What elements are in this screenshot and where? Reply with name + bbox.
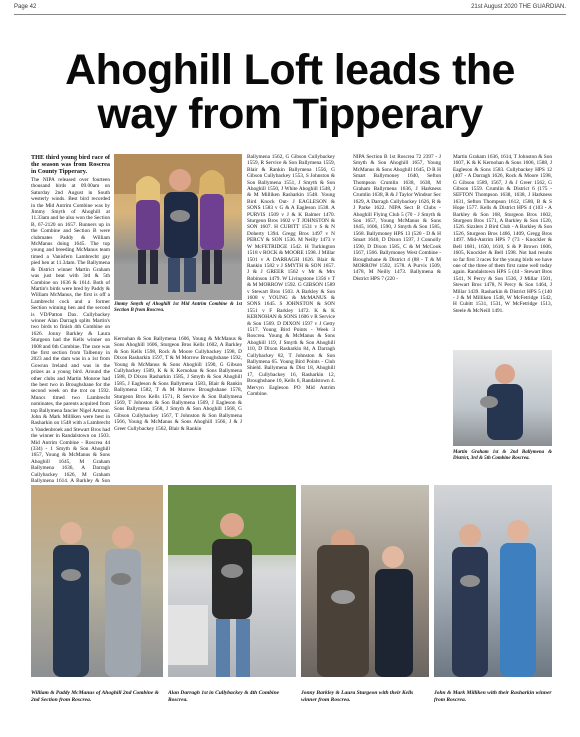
photo-milliken (434, 485, 552, 677)
photo-captions (31, 690, 552, 730)
article-body (31, 154, 552, 485)
publication-date: 21st August 2020 THE GUARDIAN. (471, 4, 566, 10)
side-photo-figure (453, 350, 552, 446)
photo-barkley-sturgeon (301, 485, 429, 677)
page-number: Page 42 (14, 4, 37, 10)
caption-barkley-sturgeon: Jonny Barkley & Laura Sturgeon with their Kells winner from Roscrea. (301, 690, 414, 703)
photo-darragh-figure (168, 485, 296, 677)
headline-line-1: Ahoghill Loft leads the (65, 46, 515, 94)
caption-milliken: John & Mark Milliken with their Rasharkin winner from Roscrea. (434, 690, 552, 703)
column-2 (114, 154, 242, 482)
column-1 (31, 154, 110, 485)
column-4-text: NIPA Section B 1st Roscrea 72 2397 - J Smyth & Son Ahoghill 1657, Young McManus & Sons Ahoghill 1645, D R H Smart Ballymoney 1640, Sefton Thompson Crumlin 1638, 1638, M Graham Ballymena 1636, J Harkness Crumlin 1638, R & J Taylor Windsor Sec 1629, A Darragh Cullybackey 1626, R & J Parke 1622. NIPA Sect B Clubs - Ahoghill Flying Club 5 (70 - J Smyth & Son 1657, Young McManus & Sons 1645, 1606, 1590, J Smyth & Son 1585, 1568. Ballymoney HPS 13 (520 - D & H Smart 1640, D Dixon 1597, J Connolly 1590, D Dixon 1585, C & M McCook 1567, 1566. Ballymoney West Combine - Broughshane & District 4 (88 - T & M MORROW 1592, 1578. A Purvis 1509, 1478, M Neilly 1473. Ballymena & District HPS 7 (220 - (353, 154, 441, 282)
column-4 (353, 154, 441, 482)
headline-line-2: way from Tipperary (97, 90, 483, 138)
photo-row (31, 485, 552, 685)
column-5 (453, 154, 552, 482)
article-lead: THE third young bird race of the season was from Roscrea in County Tipperary. (31, 154, 110, 175)
caption-mcmanus: William & Paddy McManus of Ahoghill 2nd Combine & 2nd Section from Roscrea. (31, 690, 159, 703)
column-5-text: Martin Graham 1636, 1614, T Johnston & Son 1607, K & K Kernohan & Sons 1606, 1588, J Eagleson & Sons 1583. Cullybackey HPS 12 (407 - A Darragh 1626, Rock & Moore 1598, G Gibson 1589, 1567, J & J Greer 1562, G Gibson 1559. Crumlin & District 6 (175 - SEFTON Thompson 1638, 1638, J Harkness 1631, Sefton Thompson 1612, 1580, B & S Hope 1577. Kells & District HPS 4 (103 - A Barkley & Son 168, Sturgeon Bros 1602, Sturgeon Bros 1571, A Barkley & Son 1520, 1526. Sizzlers 2 Bird Club - A Barkley & Son 1526, Sturgeon Bros 1466, 1409, Gregg Bros 1497. Mid-Antrim HPS 7 (73 - Knockler & Bell 1681, 1630, 1610, S & P Brown 1606, 1605, Knockler & Bell 1598. Not bad results so far first 3 races for the young birds we have one of the three of them first came well today again. Randalstown HPS 5 (44 - Stewart Bros 1541, N Percy & Son 1536, J Millar 1501, Stewart Bros 1478, N Percy & Son 1464, J Millar 1439. Rasharkin & District HPS 5 (140 - J & M Milliken 1548, W McFetridge 1542, H Cubitt 1531, 1531, W McFetridge 1513, Steele & McNeill 1491. (453, 154, 552, 314)
photo-barkley-figure (301, 485, 429, 677)
header-rule (14, 14, 566, 15)
column-1-text: The NIPA released over fourteen thousand birds at 09.00am on Saturday 2nd August in South westerly winds. Best bird recorded in the Mid Antrim Combine was by Jimmy Smyth of Ahoghill at 11.33am and he also won the Section B, 67-2120 on 1657. Runners up in the Combine and Section B were clubmates Paddy & William McManus doing 1645. The top young and breeding McManus team timed a Vanisfern Lambrecht gay pied hen at 11.34am. The Ballymena & District winner Martin Graham was just beat with 3rd & 5th Combine on 1636 & 1614. Both of Martin's birds were bred by Paddy & William McManus, the first is off a Lambrecht cock and a former Section winning hen and the second is VD/Patton Dax. Cullybackey winner Alan Darragh splits Martin's two birds to finish 4th Combine on 1626. Jonny Barkley & Laura Sturgeon had the Kells winner on 1608 and 6th Combine. The race was the first section from Talbenny in 2023 and the dam was in a 1st from Gowran Ireland and was in the prizes as a young bird. Around the other clubs and Martin Monroe had the best two in Broughshane for the second week on the trot on 1592. Muncs timed two Lambrecht nominates, the parents acquired from top Ballymena fancier Nigel Armour. John & Mark Milliken were best in Rasharkin on 1548 with a Lambrecht x Vandenbroek and Stewart Bros had the winner in Randalstown on 1503. Mid Antrim Combine - Roscrea 44 (334) - 1 Smyth & Son Ahoghill 1657, Young & McManus & Sons Ahoghill 1645, M Graham Ballymena 1636, A Darragh Cullybackey 1626, M Graham Ballymena 1614. A Barkley & Son (31, 177, 110, 485)
photo-darragh (168, 485, 296, 677)
side-photo-caption: Martin Graham 1st & 2nd Ballymena & District, 3rd & 5th Combine Roscrea. (453, 450, 552, 461)
headline (0, 48, 580, 136)
photo-milliken-figure (434, 485, 552, 677)
column-2-text: Kernohan & Son Ballymena 1606, Young & McManus & Sons Ahoghill 1606, Sturgeon Bros Kells 1602, A Barkley & Son Kells 1598, Rock & Moore Cullybackey 1598, D Dixon Rasharkin 1597, T & M Morrow Broughshane 1592, Young & McManus & Sons Ahoghill 1590, G Gibson Cullybackey 1589, K & K Kernohan & Sons Ballymena 1588, D Dixon Rasharkin 1585, J Smyth & Son Ahoghill 1585, J Eagleson & Sons Ballymena 1583, Blair & Rankin Ballymena 1582, T & M Morrow Broughshane 1578, Sturgeon Bros Kells 1571, R Service & Son Ballymena 1569, T Johnston & Son Ballymena 1569, J Eagleson & Sons Ballymena 1568, J Smyth & Son Ahoghill 1568, G Gibson Cullybackey 1567, T Johnston & Son Ballymena 1566, Young & McManus & Sons Ahoghill 1566, J & J Greer Cullybackey 1562, Blair & Rankin (114, 336, 242, 432)
column-3 (247, 154, 335, 482)
main-photo-caption: Jimmy Smyth of Ahoghill 1st Mid Antrim Combine & 1st Section B from Roscrea. (114, 302, 242, 313)
caption-darragh: Alan Darragh 1st in Cullybackey & 4th Combine Roscrea. (168, 690, 280, 703)
side-photo (453, 350, 552, 446)
column-3-text: Ballymena 1562, G Gibson Cullybackey 1559, R Service & Son Ballymena 1559, Blair & Rankin Ballymena 1556, G Gibson Cullybackey 1553, S Johnston & Son Ballymena 1551, J Smyth & Son Ahoghill 1550, J White Ahoghill 1548, J & M Milliken Rasharkin 1548. Young Bird Knock Out- J EAGLESON & SONS 1583 v G & A Eagleson 1538. A PURVIS 1509 v J & K Balmer 1470. Sturgeon Bros 1602 v T JOHNSTON & SON 1607. H CUBITT 1531 v S & N Doherty 1394. Gregg Bros 1497 v N PERCY & SON 1536. M Neilly 1473 v W McFETRIDGE 1542. H Turkington 1518 v ROCK & MOORE 1598. J Millar 1501 v A DARRAGH 1626. Blair & Rankin 1582 v J SMYTH & SON 1657. J & J GREER 1562 v Mr & Mrs Robinson 1479. W Livingstone 1356 v T & M MORROW 1592. G GIBSON 1589 v Stewart Bros 1503. A Barkley & Son 1608 v YOUNG & McMANUS & SONS 1645. S JOHNSTON & SON 1551 v F Barkley 1472. K & K KERNOHAN & SONS 1606 v R Service & Son 1569. D DIXON 1597 v J Getty 1517. Young Bird Points - Week 3 Roscrea. Young & McManus & Sons Ahoghill 119, J Smyth & Son Ahoghill 110, D Dixon Rasharkin 84, A Darragh Cullybackey 82, T Johnston & Son Ballymena 65. Young Bird Points - Club Shield. Ballymena & Dist 18, Ahoghill 17, Cullybackey 16, Rasharkin 12, Broughshane 10, Kells 6, Randalstown 4. Mervyn Eagleson PO Mid Antrim Combine. (247, 154, 335, 398)
photo-mcmanus-figure (31, 485, 163, 677)
photo-mcmanus (31, 485, 163, 677)
